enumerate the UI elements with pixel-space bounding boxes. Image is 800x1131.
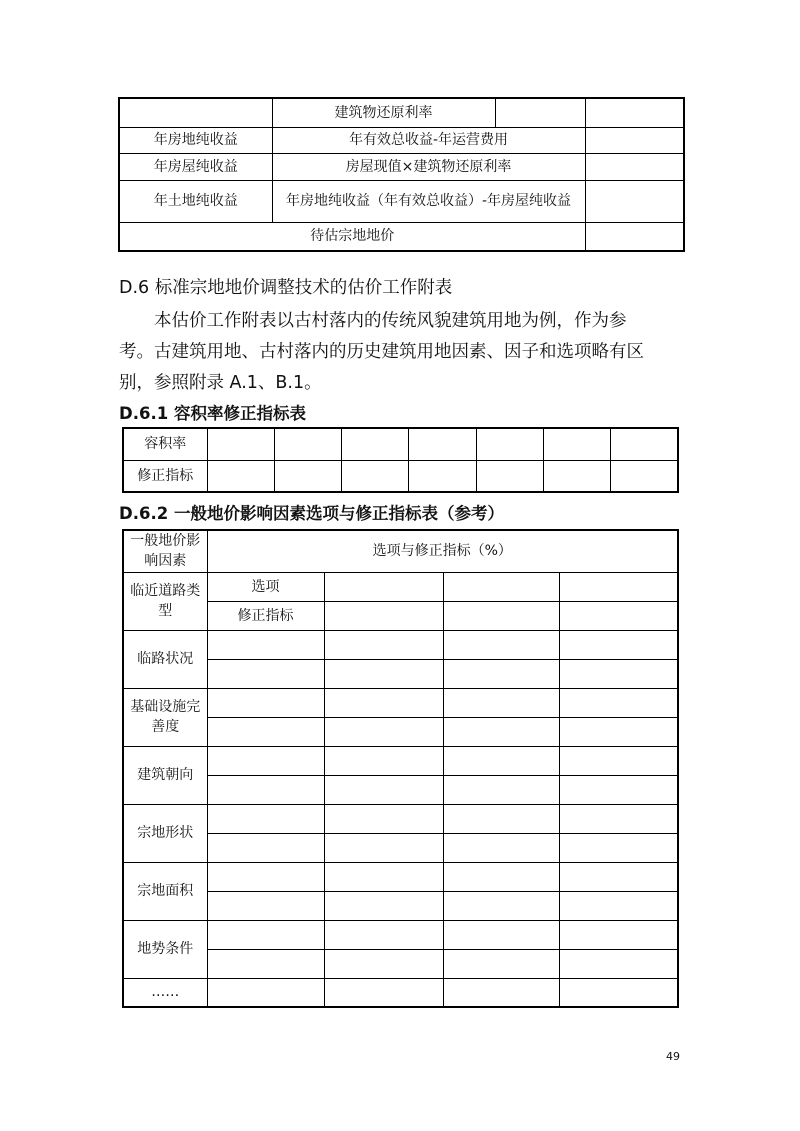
row-label: 容积率: [123, 428, 207, 460]
table-cell: 房屋现值×建筑物还原利率: [272, 153, 585, 180]
table-cell: 年土地纯收益: [119, 180, 272, 222]
table-cell: [559, 891, 678, 920]
table-cell: 年有效总收益-年运营费用: [272, 127, 585, 153]
table-cell: [324, 833, 443, 862]
table-cell: [559, 775, 678, 804]
table-cell: [585, 180, 684, 222]
table-cell: [559, 949, 678, 978]
table-cell: [324, 804, 443, 833]
factor-correction-table: [122, 529, 679, 1008]
table-cell: [443, 659, 559, 688]
table-cell: [611, 460, 678, 492]
table-cell: [559, 572, 678, 601]
table-cell: [207, 978, 324, 1007]
table-cell: [342, 460, 409, 492]
table-cell: [324, 572, 443, 601]
table-cell: [443, 775, 559, 804]
table-cell: [207, 833, 324, 862]
sub-label: 修正指标: [207, 601, 324, 630]
table-cell: [207, 659, 324, 688]
table-cell: [443, 717, 559, 746]
table-cell: [207, 688, 324, 717]
table-cell: [559, 746, 678, 775]
table-cell: [611, 428, 678, 460]
table-cell: [207, 717, 324, 746]
factor-label: 宗地面积: [123, 862, 207, 920]
table-cell: [443, 920, 559, 949]
table-cell: [119, 98, 272, 127]
table-cell: [476, 460, 543, 492]
table-cell: [443, 630, 559, 659]
table-cell: [324, 891, 443, 920]
body-paragraph: [119, 306, 681, 399]
table-cell: [559, 601, 678, 630]
table-cell: [543, 428, 610, 460]
factor-label: 临近道路类型: [123, 572, 207, 630]
table-cell: [324, 659, 443, 688]
table-cell: 待估宗地地价: [119, 222, 585, 251]
table-cell: [559, 920, 678, 949]
table-cell: [443, 746, 559, 775]
row-label: 修正指标: [123, 460, 207, 492]
table-cell: 年房屋纯收益: [119, 153, 272, 180]
table-cell: [543, 460, 610, 492]
far-correction-table: [122, 427, 679, 493]
table-cell: [559, 717, 678, 746]
paragraph-line: 考。古建筑用地、古村落内的历史建筑用地因素、因子和选项略有区: [119, 342, 644, 362]
subsection-title: D.6.2 一般地价影响因素选项与修正指标表（参考）: [119, 504, 504, 523]
table-cell: [324, 949, 443, 978]
land-price-calc-table: [118, 97, 685, 252]
table-cell: 年房地纯收益（年有效总收益）-年房屋纯收益: [272, 180, 585, 222]
factor-label: 地势条件: [123, 920, 207, 978]
table-cell: [207, 460, 274, 492]
table-cell: [207, 804, 324, 833]
table-cell: [274, 428, 341, 460]
table-cell: [585, 127, 684, 153]
table-cell: [207, 775, 324, 804]
table-cell: [443, 891, 559, 920]
factor-label: 建筑朝向: [123, 746, 207, 804]
table-cell: [409, 460, 476, 492]
table-cell: [585, 153, 684, 180]
table-cell: [443, 688, 559, 717]
table-cell: [495, 98, 585, 127]
table-cell: [559, 659, 678, 688]
table-cell: [559, 804, 678, 833]
table-cell: 建筑物还原利率: [272, 98, 495, 127]
table-cell: [324, 978, 443, 1007]
table-cell: [443, 572, 559, 601]
table-cell: [324, 862, 443, 891]
paragraph-line: 本估价工作附表以古村落内的传统风貌建筑用地为例，作为参: [154, 311, 627, 331]
sub-label: 选项: [207, 572, 324, 601]
table-cell: [207, 428, 274, 460]
table-cell: [207, 920, 324, 949]
table-cell: [409, 428, 476, 460]
table-cell: [207, 891, 324, 920]
table-cell: [559, 833, 678, 862]
table-cell: [324, 746, 443, 775]
table-cell: [342, 428, 409, 460]
table-cell: 年房地纯收益: [119, 127, 272, 153]
table-cell: [324, 775, 443, 804]
table-cell: [476, 428, 543, 460]
table-cell: [559, 630, 678, 659]
table-cell: [443, 862, 559, 891]
table-cell: [585, 222, 684, 251]
table-cell: [207, 862, 324, 891]
table-cell: [274, 460, 341, 492]
table-cell: [207, 630, 324, 659]
table-cell: [324, 688, 443, 717]
table-cell: [585, 98, 684, 127]
subsection-title: D.6.1 容积率修正指标表: [119, 404, 306, 423]
table-cell: [559, 978, 678, 1007]
table-cell: [324, 630, 443, 659]
table-cell: [443, 833, 559, 862]
table-cell: [443, 804, 559, 833]
table-cell: [207, 949, 324, 978]
factor-label: ……: [123, 978, 207, 1007]
table-cell: [559, 862, 678, 891]
factor-label: 临路状况: [123, 630, 207, 688]
table-cell: [207, 746, 324, 775]
table-cell: [324, 717, 443, 746]
factor-label: 基础设施完善度: [123, 688, 207, 746]
paragraph-line: 别，参照附录 A.1、B.1。: [119, 373, 322, 393]
header-cell: 选项与修正指标（%）: [207, 530, 678, 572]
section-title: D.6 标准宗地地价调整技术的估价工作附表: [119, 278, 453, 298]
table-cell: [443, 601, 559, 630]
factor-label: 宗地形状: [123, 804, 207, 862]
header-cell: 一般地价影响因素: [123, 530, 207, 572]
table-cell: [559, 688, 678, 717]
table-cell: [443, 978, 559, 1007]
table-cell: [324, 601, 443, 630]
page-number: 49: [666, 1050, 680, 1063]
table-cell: [324, 920, 443, 949]
table-cell: [443, 949, 559, 978]
